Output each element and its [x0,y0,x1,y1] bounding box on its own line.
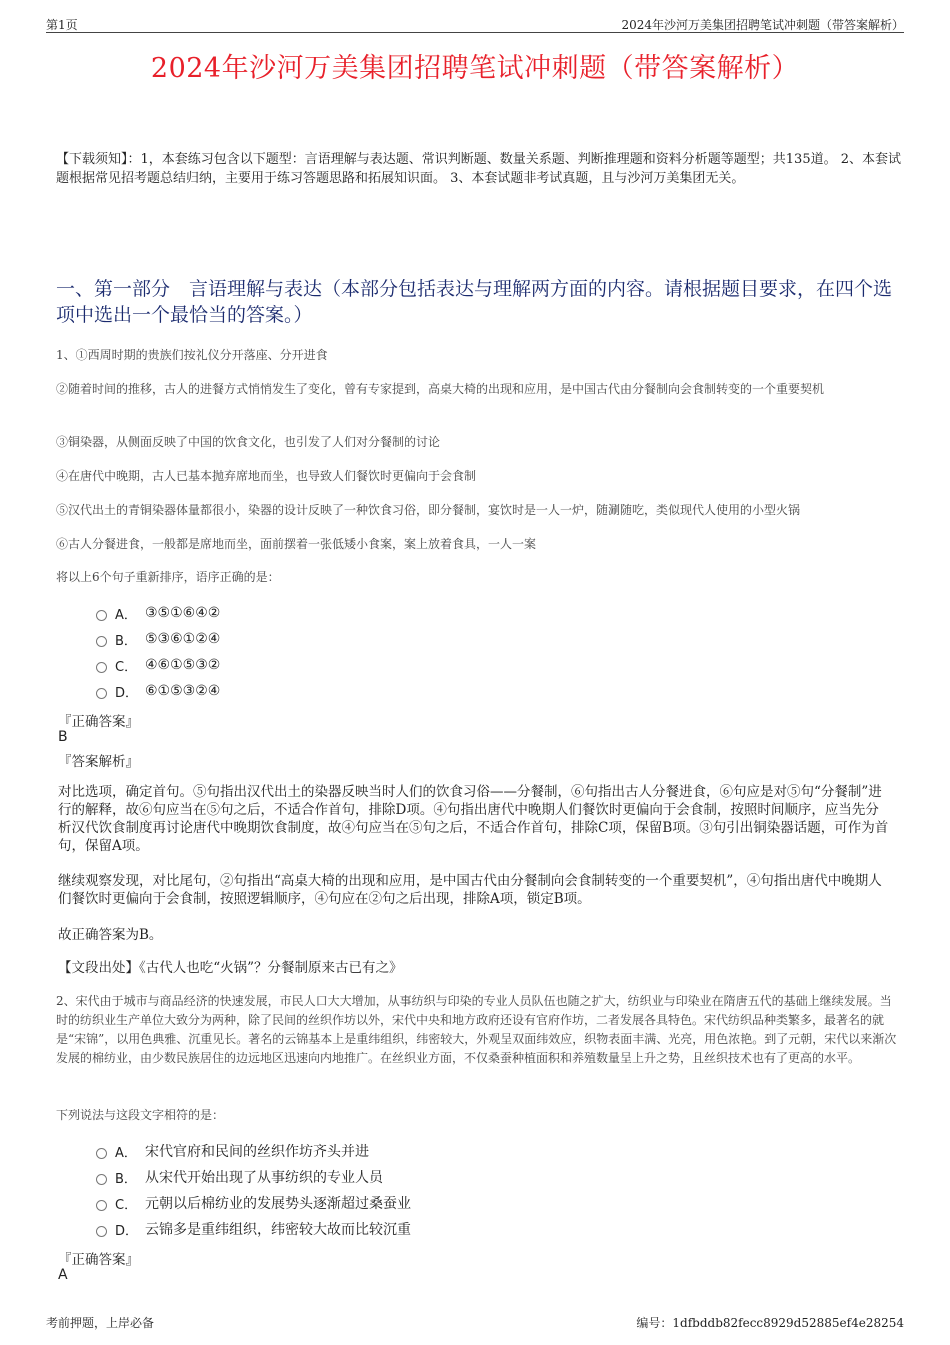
q1-sentence-4: ④在唐代中晚期，古人已基本抛弃席地而坐，也导致人们餐饮时更偏向于会食制 [56,469,477,483]
q1-option-a[interactable]: A． ③⑤①⑥④② [96,600,796,626]
q1-prompt: 将以上6个句子重新排序，语序正确的是： [56,570,280,584]
q2-option-a[interactable]: A． 宋代官府和民间的丝织作坊齐头并进 [96,1138,796,1164]
q2-options [96,1138,796,1242]
radio-button[interactable] [96,636,107,647]
radio-button[interactable] [96,1200,107,1211]
q1-sentence-5: ⑤汉代出土的青铜染器体量都很小，染器的设计反映了一种饮食习俗，即分餐制，宴饮时是一人一炉，随涮随吃，类似现代人使用的小型火锅 [56,503,801,517]
footer-serial: 编号：1dfbddb82fecc8929d52885ef4e28254 [636,1316,904,1330]
page-header [46,14,904,33]
page-footer [46,1314,904,1332]
q2-passage: 2、宋代由于城市与商品经济的快速发展，市民人口大大增加，从事纺织与印染的专业人员队伍也随之扩大，纺织业与印染业在隋唐五代的基础上继续发展。当时的纺织业生产单位大致分为两种，除了民间的丝织作坊以外，宋代中央和地方政府还设有官府作坊，二者发展各具特色。宋代纺织品种类繁多，最著名的就是“宋锦”，以用色典雅、沉重见长。著名的云锦基本上是重纬组织，纬密较大，外观呈双面纬效应，织物表面丰满、光亮，用色浓艳。到了元朝，宋代以来渐次发展的棉纺业，由少数民族居住的边远地区迅速向内地推广。在丝织业方面，不仅桑蚕种植面积和养殖数量呈上升之势，且丝织技术也有了更高的水平。 [56,994,897,1065]
q1-option-b[interactable]: B． ⑤③⑥①②④ [96,626,796,652]
q1-answer-label: 『正确答案』 [58,714,139,730]
q1-analysis-conclusion: 故正确答案为B。 [58,927,163,943]
radio-button[interactable] [96,1148,107,1159]
q1-sentence-3: ③铜染器，从侧面反映了中国的饮食文化，也引发了人们对分餐制的讨论 [56,435,441,449]
q1-analysis-paragraph-1: 对比选项，确定首句。⑤句指出汉代出土的染器反映当时人们的饮食习俗——分餐制，⑥句指出古人分餐进食，⑥句应是对⑤句“分餐制”进行的解释，故⑥句应当在⑤句之后，不适合作首句，排除D项。④句指出唐代中晚期人们餐饮时更偏向于会食制，按照时间顺序，应当先分析汉代饮食制度再讨论唐代中晚期饮食制度，故④句应当在⑤句之后，不适合作首句，排除C项，保留B项。③句引出铜染器话题，可作为首句，保留A项。 [58,784,889,854]
section-heading: 一、第一部分 言语理解与表达（本部分包括表达与理解两方面的内容。请根据题目要求，在四个选项中选出一个最恰当的答案。） [56,278,893,326]
q2-answer-label: 『正确答案』 [58,1252,139,1268]
q1-sentence-1: 1、①西周时期的贵族们按礼仪分开落座、分开进食 [56,348,328,362]
q2-option-c[interactable]: C． 元朝以后棉纺业的发展势头逐渐超过桑蚕业 [96,1190,796,1216]
q1-analysis-label: 『答案解析』 [58,754,139,770]
q1-option-d[interactable]: D． ⑥①⑤③②④ [96,678,796,704]
q1-sentence-6: ⑥古人分餐进食，一般都是席地而坐，面前摆着一张低矮小食案，案上放着食具，一人一案 [56,537,537,551]
q2-answer: A [58,1267,68,1283]
q1-sentence-2: ②随着时间的推移，古人的进餐方式悄悄发生了变化，曾有专家提到，高桌大椅的出现和应用，是中国古代由分餐制向会食制转变的一个重要契机 [56,382,825,396]
q1-analysis-paragraph-2: 继续观察发现，对比尾句，②句指出“高桌大椅的出现和应用，是中国古代由分餐制向会食制转变的一个重要契机”，④句指出唐代中晚期人们餐饮时更偏向于会食制，按照逻辑顺序，④句应在②句之后出现，排除A项，锁定B项。 [58,873,882,907]
radio-button[interactable] [96,688,107,699]
header-doc-title: 2024年沙河万美集团招聘笔试冲刺题（带答案解析） [621,18,904,32]
radio-button[interactable] [96,662,107,673]
page-number: 第1页 [46,18,78,32]
footer-slogan: 考前押题，上岸必备 [46,1316,155,1330]
download-notice: 【下载须知】：1，本套练习包含以下题型：言语理解与表达题、常识判断题、数量关系题、判断推理题和资料分析题等题型；共135道。 2、本套试题根据常见招考题总结归纳，主要用于练习答题思路和拓展知识面。 3、本套试题非考试真题，且与沙河万美集团无关。 [56,152,901,186]
q1-source: 【文段出处】《古代人也吃“火锅”？分餐制原来古已有之》 [58,960,403,976]
q1-options [96,600,796,704]
q2-option-d[interactable]: D． 云锦多是重纬组织，纬密较大故而比较沉重 [96,1216,796,1242]
q1-option-c[interactable]: C． ④⑥①⑤③② [96,652,796,678]
radio-button[interactable] [96,610,107,621]
radio-button[interactable] [96,1226,107,1237]
q2-prompt: 下列说法与这段文字相符的是： [56,1108,225,1122]
q1-answer: B [58,729,68,745]
document-title: 2024年沙河万美集团招聘笔试冲刺题（带答案解析） [150,53,800,84]
radio-button[interactable] [96,1174,107,1185]
q2-option-b[interactable]: B． 从宋代开始出现了从事纺织的专业人员 [96,1164,796,1190]
